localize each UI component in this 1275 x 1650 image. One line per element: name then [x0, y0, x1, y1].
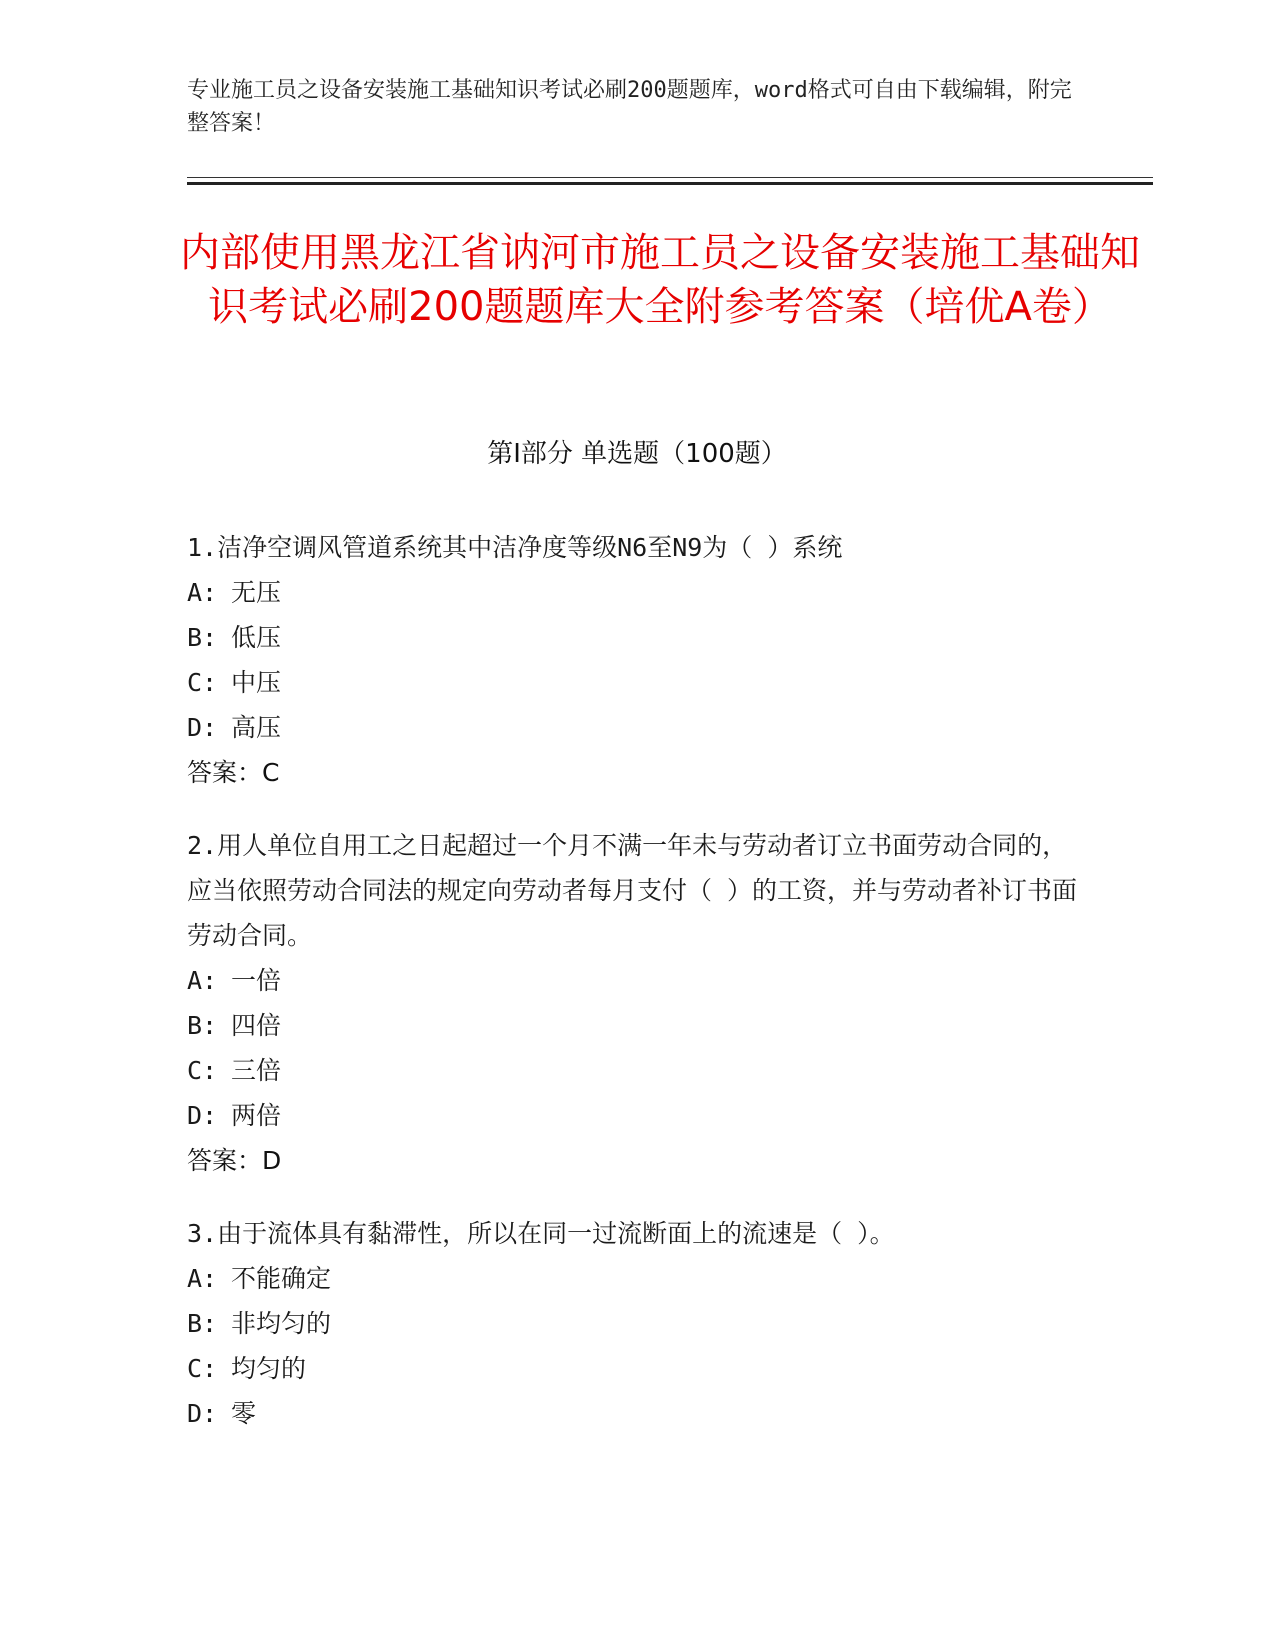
option-letter: B: [187, 1011, 218, 1040]
option-c [187, 660, 1087, 705]
option-letter: C: [187, 1056, 218, 1085]
option-text: 均匀的 [231, 1354, 307, 1383]
option-text: 不能确定 [231, 1264, 332, 1293]
option-a [187, 570, 1087, 615]
answer-line: 答案：C [187, 758, 280, 787]
option-text: 高压 [231, 713, 282, 742]
option-b [187, 1003, 1087, 1048]
option-a [187, 1256, 1087, 1301]
option-d [187, 705, 1087, 750]
question-list [187, 525, 1087, 1464]
header-note: 专业施工员之设备安装施工基础知识考试必刷200题题库，word格式可自由下载编辑，附完整答案！ [187, 78, 1072, 136]
option-d [187, 1093, 1087, 1138]
option-c [187, 1048, 1087, 1093]
option-letter: C: [187, 1354, 218, 1383]
option-letter: D: [187, 1399, 218, 1428]
option-letter: C: [187, 668, 218, 697]
question-text: 3.由于流体具有黏滞性，所以在同一过流断面上的流速是（ ）。 [187, 1219, 895, 1248]
question-3 [187, 1211, 1087, 1436]
option-text: 非均匀的 [231, 1309, 332, 1338]
option-text: 四倍 [231, 1011, 282, 1040]
option-letter: A: [187, 578, 218, 607]
option-text: 两倍 [231, 1101, 282, 1130]
header-divider-thick [187, 182, 1153, 185]
question-text: 2.用人单位自用工之日起超过一个月不满一年未与劳动者订立书面劳动合同的，应当依照劳动合同法的规定向劳动者每月支付（ ）的工资，并与劳动者补订书面劳动合同。 [187, 831, 1078, 950]
option-text: 低压 [231, 623, 282, 652]
option-a [187, 958, 1087, 1003]
option-letter: D: [187, 713, 218, 742]
question-1 [187, 525, 1087, 795]
option-text: 零 [231, 1399, 257, 1428]
option-b [187, 1301, 1087, 1346]
option-letter: B: [187, 623, 218, 652]
option-letter: D: [187, 1101, 218, 1130]
header-divider-thin [187, 177, 1153, 178]
answer-line: 答案：D [187, 1146, 282, 1175]
question-2 [187, 823, 1087, 1183]
question-text: 1.洁净空调风管道系统其中洁净度等级N6至N9为（ ）系统 [187, 533, 843, 562]
section-title: 第Ⅰ部分 单选题（100题） [487, 439, 787, 469]
option-letter: A: [187, 1264, 218, 1293]
option-text: 中压 [231, 668, 282, 697]
option-text: 无压 [231, 578, 282, 607]
option-c [187, 1346, 1087, 1391]
option-text: 一倍 [231, 966, 282, 995]
option-letter: B: [187, 1309, 218, 1338]
option-b [187, 615, 1087, 660]
option-letter: A: [187, 966, 218, 995]
document-title: 内部使用黑龙江省讷河市施工员之设备安装施工基础知识考试必刷200题题库大全附参考答案（培优A卷） [180, 230, 1140, 330]
option-text: 三倍 [231, 1056, 282, 1085]
option-d [187, 1391, 1087, 1436]
